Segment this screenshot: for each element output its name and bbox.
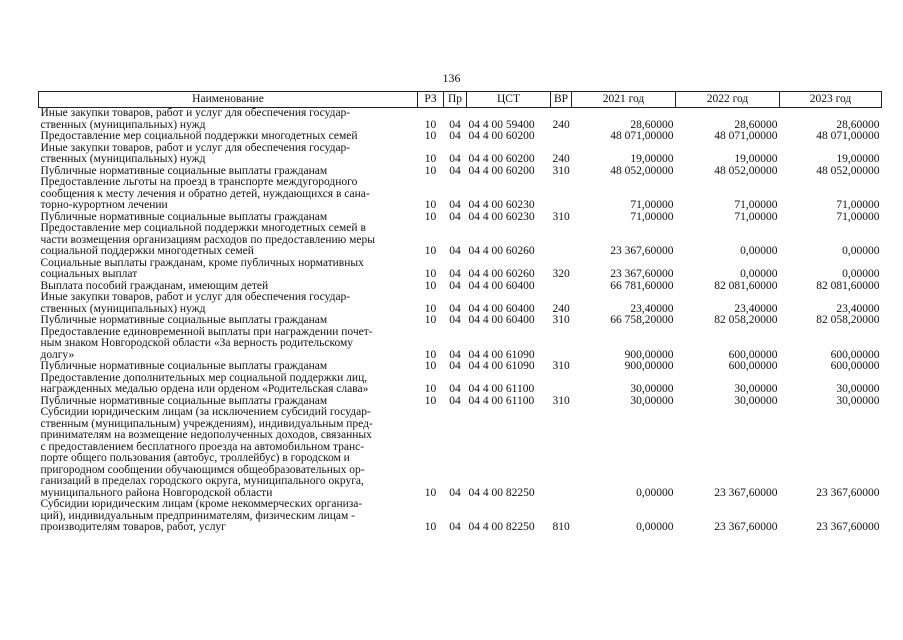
table-body bbox=[39, 108, 882, 534]
row-2021: 0,00000 bbox=[636, 521, 674, 533]
row-2021: 48 071,00000 bbox=[610, 130, 674, 142]
row-pr: 04 bbox=[449, 268, 461, 280]
row-rz: 10 bbox=[424, 348, 437, 361]
row-2021: 19,00000 bbox=[630, 153, 674, 165]
row-vr bbox=[551, 281, 572, 293]
row-2023: 23 367,60000 bbox=[816, 486, 880, 499]
row-vr: 310 bbox=[552, 164, 570, 177]
row-2021: 900,00000 bbox=[624, 360, 674, 372]
row-cst: 04 4 00 60200 bbox=[468, 130, 535, 142]
row-2023: 19,00000 bbox=[836, 153, 880, 165]
row-2023: 0,00000 bbox=[842, 245, 880, 257]
row-pr: 04 bbox=[449, 314, 461, 326]
row-cst: 04 4 00 60230 bbox=[468, 199, 535, 211]
header-2022: 2022 год bbox=[676, 92, 780, 108]
row-cst: 04 4 00 60260 bbox=[468, 245, 535, 257]
row-vr bbox=[551, 177, 572, 212]
row-rz: 10 bbox=[424, 164, 437, 177]
row-vr bbox=[551, 373, 572, 396]
row-name-line: Публичные нормативные социальные выплаты гражданам bbox=[40, 360, 328, 372]
header-2023: 2023 год bbox=[780, 92, 882, 108]
row-2021: 71,00000 bbox=[630, 199, 674, 211]
row-vr: 310 bbox=[552, 394, 570, 407]
row-pr: 04 bbox=[449, 118, 461, 131]
row-name-line: Предоставление мер социальной поддержки многодетных семей bbox=[40, 130, 358, 142]
header-vr: ВР bbox=[551, 92, 572, 108]
row-name-line: Иные закупки товаров, работ и услуг для обеспечения государ- bbox=[40, 107, 351, 119]
row-rz: 10 bbox=[424, 383, 437, 395]
table-row bbox=[39, 177, 882, 212]
row-2021: 66 781,60000 bbox=[610, 279, 674, 292]
row-cst: 04 4 00 60230 bbox=[468, 210, 535, 223]
row-name bbox=[39, 143, 418, 166]
row-2021: 30,00000 bbox=[630, 383, 674, 395]
table-row bbox=[39, 143, 882, 166]
row-cst: 04 4 00 60400 bbox=[468, 302, 535, 315]
row-name-line: торно-курортном лечении bbox=[40, 199, 168, 211]
row-2022: 71,00000 bbox=[734, 210, 778, 223]
row-2023: 600,00000 bbox=[830, 360, 880, 372]
row-2022: 71,00000 bbox=[734, 199, 778, 211]
row-cst: 04 4 00 60400 bbox=[468, 279, 535, 292]
row-rz: 10 bbox=[424, 279, 437, 292]
row-2022: 48 052,00000 bbox=[714, 164, 778, 177]
row-rz: 10 bbox=[424, 210, 437, 223]
row-2022: 19,00000 bbox=[734, 153, 778, 165]
row-rz: 10 bbox=[424, 245, 437, 257]
table-row bbox=[39, 361, 882, 373]
row-name-line: долгу» bbox=[40, 348, 75, 361]
row-name bbox=[39, 292, 418, 315]
row-2023: 23,40000 bbox=[836, 302, 880, 315]
row-cst: 04 4 00 60260 bbox=[468, 268, 535, 280]
row-name-line: ственных (муниципальных) нужд bbox=[40, 302, 206, 315]
row-name-line: Предоставление единовременной выплаты при награждении почет- bbox=[40, 325, 373, 338]
row-2023: 30,00000 bbox=[836, 383, 880, 395]
row-name bbox=[39, 131, 418, 143]
table-row bbox=[39, 499, 882, 534]
row-pr: 04 bbox=[449, 302, 461, 315]
row-2023: 71,00000 bbox=[836, 210, 880, 223]
row-name-line: ганизаций в пределах городского округа, муниципального округа, bbox=[40, 475, 364, 487]
row-name-line: производителям товаров, работ, услуг bbox=[40, 521, 226, 533]
row-pr: 04 bbox=[449, 394, 461, 407]
row-pr: 04 bbox=[449, 279, 461, 292]
table-row bbox=[39, 407, 882, 499]
row-pr: 04 bbox=[449, 164, 461, 177]
header-2021: 2021 год bbox=[572, 92, 676, 108]
row-2023: 30,00000 bbox=[836, 394, 880, 407]
row-rz: 10 bbox=[424, 394, 437, 407]
row-rz: 10 bbox=[424, 486, 437, 499]
row-name-line: Предоставление дополнительных мер социальной поддержки лиц, bbox=[40, 371, 368, 384]
row-cst: 04 4 00 82250 bbox=[468, 521, 535, 533]
row-cst: 04 4 00 82250 bbox=[468, 486, 535, 499]
row-vr: 310 bbox=[552, 360, 570, 372]
row-vr: 810 bbox=[552, 521, 570, 533]
row-cst: 04 4 00 61100 bbox=[468, 394, 535, 407]
row-2022: 600,00000 bbox=[728, 360, 778, 372]
row-2022: 30,00000 bbox=[734, 383, 778, 395]
row-name-line: с предоставлением бесплатного проезда на автомобильном транс- bbox=[40, 440, 365, 453]
row-vr bbox=[551, 407, 572, 499]
row-cst: 04 4 00 61090 bbox=[468, 360, 535, 372]
row-name-line: пригородном сообщении обучающимся общеобразовательных ор- bbox=[40, 463, 365, 476]
row-name-line: ций), индивидуальным предпринимателям, физическим лицам - bbox=[40, 509, 355, 522]
header-pr: Пр bbox=[444, 92, 467, 108]
row-pr: 04 bbox=[449, 521, 461, 533]
row-vr: 320 bbox=[552, 268, 570, 280]
row-name bbox=[39, 361, 418, 373]
row-rz: 10 bbox=[424, 118, 437, 131]
row-name-line: Публичные нормативные социальные выплаты гражданам bbox=[40, 210, 328, 223]
row-2021: 0,00000 bbox=[636, 486, 674, 499]
header-name: Наименование bbox=[39, 92, 418, 108]
row-name bbox=[39, 177, 418, 212]
row-2021: 71,00000 bbox=[630, 210, 674, 223]
budget-table bbox=[38, 91, 882, 534]
table-row bbox=[39, 327, 882, 362]
row-cst: 04 4 00 60200 bbox=[468, 153, 535, 165]
row-2022: 82 058,20000 bbox=[714, 314, 778, 326]
row-2023: 23 367,60000 bbox=[816, 521, 880, 533]
page-number: 136 bbox=[442, 71, 461, 85]
row-2021: 66 758,20000 bbox=[610, 314, 674, 326]
row-name-line: Публичные нормативные социальные выплаты гражданам bbox=[40, 394, 328, 407]
row-2021: 23,40000 bbox=[630, 302, 674, 315]
row-2022: 30,00000 bbox=[734, 394, 778, 407]
row-name bbox=[39, 258, 418, 281]
row-cst: 04 4 00 61090 bbox=[468, 348, 535, 361]
row-rz: 10 bbox=[424, 268, 437, 280]
table-row bbox=[39, 131, 882, 143]
row-pr: 04 bbox=[449, 383, 461, 395]
row-name bbox=[39, 407, 418, 499]
row-vr: 310 bbox=[552, 210, 570, 223]
row-vr: 240 bbox=[552, 118, 570, 131]
row-name bbox=[39, 499, 418, 534]
table-row bbox=[39, 108, 882, 132]
row-2022: 28,60000 bbox=[734, 118, 778, 131]
row-pr: 04 bbox=[449, 130, 461, 142]
row-2021: 48 052,00000 bbox=[610, 164, 674, 177]
row-pr: 04 bbox=[449, 486, 461, 499]
row-name-line: социальных выплат bbox=[40, 268, 138, 280]
table-row bbox=[39, 315, 882, 327]
row-rz: 10 bbox=[424, 199, 437, 211]
row-name bbox=[39, 108, 418, 132]
row-2022: 23,40000 bbox=[734, 302, 778, 315]
row-name-line: Субсидии юридическим лицам (за исключением субсидий государ- bbox=[40, 406, 371, 418]
row-name bbox=[39, 373, 418, 396]
row-2022: 82 081,60000 bbox=[714, 279, 778, 292]
row-vr: 240 bbox=[552, 153, 570, 165]
row-name-line: порте общего пользования (автобус, троллейбус) в городском и bbox=[40, 452, 350, 464]
row-name-line: сообщения к месту лечения и обратно детей, нуждающихся в сана- bbox=[40, 187, 370, 200]
row-2021: 23 367,60000 bbox=[610, 245, 674, 257]
row-2022: 48 071,00000 bbox=[714, 130, 778, 142]
table-row bbox=[39, 258, 882, 281]
row-rz: 10 bbox=[424, 302, 437, 315]
row-name-line: Предоставление льготы на проезд в транспорте междугородного bbox=[40, 176, 358, 188]
table-row bbox=[39, 292, 882, 315]
row-rz: 10 bbox=[424, 153, 437, 165]
row-rz: 10 bbox=[424, 130, 437, 142]
row-2021: 28,60000 bbox=[630, 118, 674, 131]
row-name-line: Публичные нормативные социальные выплаты гражданам bbox=[40, 164, 328, 177]
row-2023: 82 081,60000 bbox=[816, 279, 880, 292]
row-2023: 600,00000 bbox=[830, 348, 880, 361]
row-name-line: Публичные нормативные социальные выплаты гражданам bbox=[40, 314, 328, 326]
row-cst: 04 4 00 60200 bbox=[468, 164, 535, 177]
row-name-line: ственных (муниципальных) нужд bbox=[40, 153, 206, 165]
row-2021: 900,00000 bbox=[624, 348, 674, 361]
header-cst: ЦСТ bbox=[467, 92, 551, 108]
row-cst: 04 4 00 61100 bbox=[468, 383, 535, 395]
row-pr: 04 bbox=[449, 245, 461, 257]
row-name-line: ственных (муниципальных) нужд bbox=[40, 118, 206, 131]
row-2023: 71,00000 bbox=[836, 199, 880, 211]
table-row bbox=[39, 373, 882, 396]
row-2023: 28,60000 bbox=[836, 118, 880, 131]
row-name bbox=[39, 315, 418, 327]
row-vr: 310 bbox=[552, 314, 570, 326]
row-name bbox=[39, 223, 418, 258]
row-name-line: Иные закупки товаров, работ и услуг для обеспечения государ- bbox=[40, 291, 351, 303]
row-2023: 48 052,00000 bbox=[816, 164, 880, 177]
row-name-line: награжденных медалью ордена или орденом «Родительская слава» bbox=[40, 383, 369, 395]
row-2022: 23 367,60000 bbox=[714, 486, 778, 499]
row-pr: 04 bbox=[449, 360, 461, 372]
row-name-line: ственным (муниципальным) учреждениям), индивидуальным пред- bbox=[40, 417, 373, 430]
row-pr: 04 bbox=[449, 153, 461, 165]
row-vr: 240 bbox=[552, 302, 570, 315]
row-name-line: Иные закупки товаров, работ и услуг для обеспечения государ- bbox=[40, 141, 351, 154]
row-rz: 10 bbox=[424, 360, 437, 372]
row-name-line: части возмещения организациям расходов по предоставлению меры bbox=[40, 233, 375, 246]
table-header bbox=[39, 92, 882, 108]
row-2022: 23 367,60000 bbox=[714, 521, 778, 533]
row-vr bbox=[551, 223, 572, 258]
row-2023: 48 071,00000 bbox=[816, 130, 880, 142]
header-rz: РЗ bbox=[418, 92, 444, 108]
table-row bbox=[39, 223, 882, 258]
row-rz: 10 bbox=[424, 314, 437, 326]
row-cst: 04 4 00 60400 bbox=[468, 314, 535, 326]
row-rz: 10 bbox=[424, 521, 437, 533]
row-cst: 04 4 00 59400 bbox=[468, 118, 535, 131]
row-vr bbox=[551, 327, 572, 362]
row-name-line: Субсидии юридическим лицам (кроме некоммерческих организа- bbox=[40, 498, 363, 510]
row-2022: 600,00000 bbox=[728, 348, 778, 361]
row-2021: 23 367,60000 bbox=[610, 268, 674, 280]
row-2023: 82 058,20000 bbox=[816, 314, 880, 326]
row-name-line: Выплата пособий гражданам, имеющим детей bbox=[40, 279, 269, 292]
row-pr: 04 bbox=[449, 348, 461, 361]
row-vr bbox=[551, 131, 572, 143]
row-name-line: принимателям на возмещение недополученных доходов, связанных bbox=[40, 429, 372, 441]
row-name-line: ным знаком Новгородской области «За верность родительскому bbox=[40, 337, 354, 349]
row-name-line: социальной поддержки многодетных семей bbox=[40, 245, 254, 257]
row-name-line: Предоставление мер социальной поддержки многодетных семей в bbox=[40, 222, 366, 234]
row-pr: 04 bbox=[449, 210, 461, 223]
row-name-line: Социальные выплаты гражданам, кроме публичных нормативных bbox=[40, 256, 364, 269]
row-2022: 0,00000 bbox=[740, 245, 778, 257]
row-2021: 30,00000 bbox=[630, 394, 674, 407]
row-name bbox=[39, 327, 418, 362]
row-2023: 0,00000 bbox=[842, 268, 880, 280]
row-pr: 04 bbox=[449, 199, 461, 211]
row-2022: 0,00000 bbox=[740, 268, 778, 280]
row-name-line: муниципального района Новгородской области bbox=[40, 486, 273, 499]
